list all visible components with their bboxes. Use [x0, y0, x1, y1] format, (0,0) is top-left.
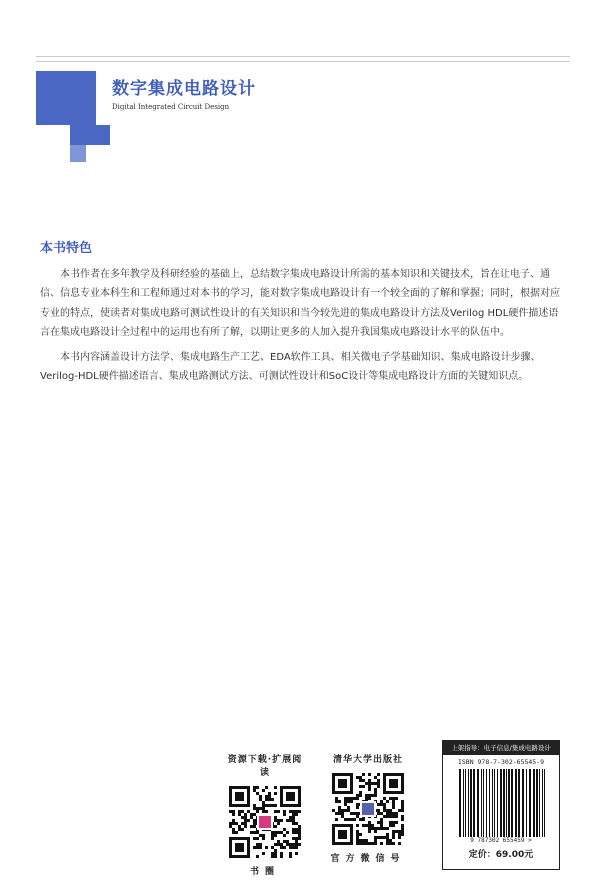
paragraph-2: 本书内容涵盖设计方法学、集成电路生产工艺、EDA软件工具、相关微电子学基础知识、集成电路设计步骤、Verilog-HDL硬件描述语言、集成电路测试方法、可测试性设计和SoC设计等集成电路设计方面的关键知识点。 — [40, 352, 541, 383]
deco-square-large — [36, 71, 96, 125]
body-text — [40, 265, 560, 393]
book-title-en: Digital Integrated Circuit Design — [112, 103, 230, 111]
paragraph-1: 本书作者在多年教学及科研经验的基础上，总结数字集成电路设计所需的基本知识和关键技术，旨在让电子、通信、信息专业本科生和工程师通过对本书的学习，能对数字集成电路设计有一个较全面的了解和掌握；同时，根据对应专业的特点，使读者对集成电路可测试性设计的有关知识和当今较先进的集成电路设计方法及Verilog HDL硬件描述语言在集成电路设计全过程中的运用也有所了解，以期让更多的人加入提升我国集成电路设计水平的队伍中。 — [40, 269, 560, 338]
qr-code-wechat[interactable] — [332, 773, 404, 845]
deco-square-right — [92, 125, 110, 145]
barcode-digits: 9 787302 655459 > — [470, 837, 532, 844]
qr-right-caption: 官方微信号 — [330, 854, 406, 864]
qr-right-heading: 清华大学出版社 — [332, 755, 403, 765]
qr-block-resources — [225, 752, 305, 877]
qr-code-shuquan[interactable] — [229, 786, 301, 858]
barcode — [451, 769, 551, 837]
book-title-cn: 数字集成电路设计 — [112, 79, 256, 99]
isbn-box — [442, 740, 560, 870]
isbn-number: ISBN 978-7-302-65545-9 — [457, 758, 545, 766]
qr-left-caption: 书圈 — [249, 867, 280, 877]
deco-square-bottom — [70, 145, 86, 162]
second-rule — [36, 61, 570, 62]
shelving-category: 上架指导：电子信息/集成电路设计 — [443, 741, 559, 755]
qr-left-heading: 资源下载·扩展阅读 — [227, 755, 303, 778]
deco-square-mid — [70, 125, 92, 145]
price: 定价：69.00元 — [468, 850, 534, 860]
top-rule — [36, 56, 570, 57]
qr-block-publisher — [328, 752, 408, 864]
section-title: 本书特色 — [40, 241, 93, 256]
